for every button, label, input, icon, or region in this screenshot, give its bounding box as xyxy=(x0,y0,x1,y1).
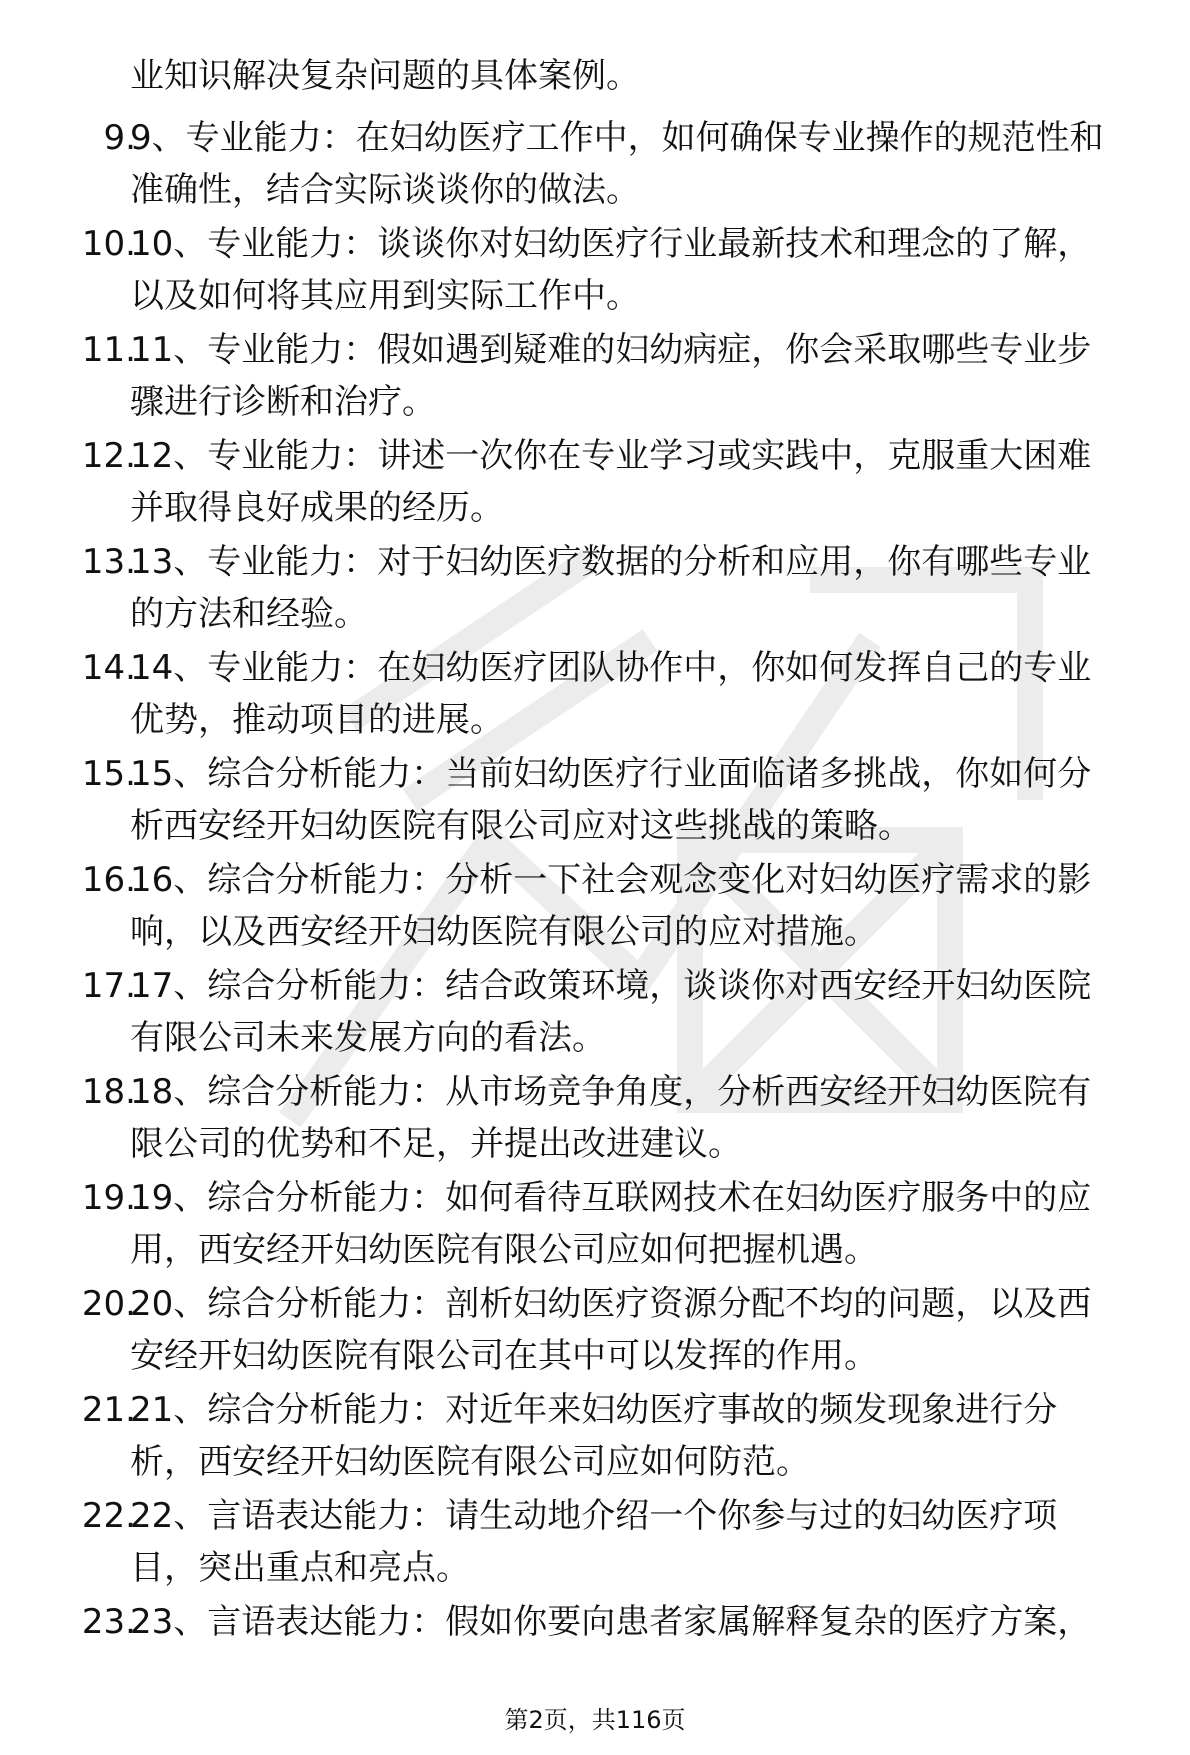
question-text-line: 16、综合分析能力：分析一下社会观念变化对妇幼医疗需求的影 xyxy=(130,860,1092,900)
question-number: 19. xyxy=(81,1178,136,1218)
question-text-line: 析，西安经开妇幼医院有限公司应如何防范。 xyxy=(130,1442,810,1482)
question-number: 14. xyxy=(81,648,136,688)
question-item xyxy=(0,1172,1190,1278)
page-footer: 第2页，共116页 xyxy=(504,1706,686,1734)
question-number: 20. xyxy=(81,1284,136,1324)
question-text xyxy=(130,1384,1170,1488)
question-item xyxy=(0,324,1190,430)
question-item xyxy=(0,642,1190,748)
question-number: 16. xyxy=(81,860,136,900)
question-item xyxy=(0,1596,1190,1702)
question-number: 12. xyxy=(81,436,136,476)
question-text xyxy=(130,748,1170,852)
question-text-line: 18、综合分析能力：从市场竞争角度，分析西安经开妇幼医院有 xyxy=(130,1072,1092,1112)
question-text-line: 析西安经开妇幼医院有限公司应对这些挑战的策略。 xyxy=(130,806,912,846)
question-text-line: 安经开妇幼医院有限公司在其中可以发挥的作用。 xyxy=(130,1336,878,1376)
question-text-line: 15、综合分析能力：当前妇幼医疗行业面临诸多挑战，你如何分 xyxy=(130,754,1092,794)
question-text xyxy=(130,1596,1170,1648)
question-text-line: 22、言语表达能力：请生动地介绍一个你参与过的妇幼医疗项 xyxy=(130,1496,1058,1536)
question-text-line: 目，突出重点和亮点。 xyxy=(130,1548,470,1588)
question-text-line: 的方法和经验。 xyxy=(130,594,368,634)
continued-text-line: 业知识解决复杂问题的具体案例。 xyxy=(130,56,640,96)
question-text-line: 19、综合分析能力：如何看待互联网技术在妇幼医疗服务中的应 xyxy=(130,1178,1092,1218)
question-number: 18. xyxy=(81,1072,136,1112)
question-number: 21. xyxy=(81,1390,136,1430)
question-item xyxy=(0,748,1190,854)
question-text-line: 准确性，结合实际谈谈你的做法。 xyxy=(130,170,640,210)
question-text-line: 以及如何将其应用到实际工作中。 xyxy=(130,276,640,316)
question-text-line: 骤进行诊断和治疗。 xyxy=(130,382,436,422)
question-text-line: 23、言语表达能力：假如你要向患者家属解释复杂的医疗方案， xyxy=(130,1602,1092,1642)
question-text xyxy=(130,112,1170,216)
question-text-line: 用，西安经开妇幼医院有限公司应如何把握机遇。 xyxy=(130,1230,878,1270)
question-text-line: 21、综合分析能力：对近年来妇幼医疗事故的频发现象进行分 xyxy=(130,1390,1058,1430)
question-item xyxy=(0,536,1190,642)
question-text-line: 13、专业能力：对于妇幼医疗数据的分析和应用，你有哪些专业 xyxy=(130,542,1092,582)
question-number: 13. xyxy=(81,542,136,582)
question-text xyxy=(130,536,1170,640)
question-item xyxy=(0,218,1190,324)
question-number: 15. xyxy=(81,754,136,794)
question-item xyxy=(0,1278,1190,1384)
question-text xyxy=(130,642,1170,746)
question-text-line: 优势，推动项目的进展。 xyxy=(130,700,504,740)
question-item xyxy=(0,960,1190,1066)
question-text xyxy=(130,854,1170,958)
question-text xyxy=(130,430,1170,534)
question-item xyxy=(0,1066,1190,1172)
question-number: 23. xyxy=(81,1602,136,1642)
question-text-line: 11、专业能力：假如遇到疑难的妇幼病症，你会采取哪些专业步 xyxy=(130,330,1092,370)
question-number: 22. xyxy=(81,1496,136,1536)
question-text-line: 响，以及西安经开妇幼医院有限公司的应对措施。 xyxy=(130,912,878,952)
question-text xyxy=(130,1066,1170,1170)
question-number: 9. xyxy=(103,118,136,158)
question-item xyxy=(0,112,1190,218)
question-text-line: 12、专业能力：讲述一次你在专业学习或实践中，克服重大困难 xyxy=(130,436,1092,476)
question-list xyxy=(0,112,1190,1702)
question-text xyxy=(130,1278,1170,1382)
question-text xyxy=(130,960,1170,1064)
question-text xyxy=(130,218,1170,322)
question-item xyxy=(0,430,1190,536)
question-text-line: 20、综合分析能力：剖析妇幼医疗资源分配不均的问题，以及西 xyxy=(130,1284,1092,1324)
question-number: 10. xyxy=(81,224,136,264)
question-number: 17. xyxy=(81,966,136,1006)
question-text xyxy=(130,1172,1170,1276)
question-text-line: 14、专业能力：在妇幼医疗团队协作中，你如何发挥自己的专业 xyxy=(130,648,1092,688)
question-text-line: 并取得良好成果的经历。 xyxy=(130,488,504,528)
question-text-line: 9、专业能力：在妇幼医疗工作中，如何确保专业操作的规范性和 xyxy=(130,118,1104,158)
question-item xyxy=(0,854,1190,960)
question-text-line: 限公司的优势和不足，并提出改进建议。 xyxy=(130,1124,742,1164)
question-text xyxy=(130,324,1170,428)
question-text-line: 有限公司未来发展方向的看法。 xyxy=(130,1018,606,1058)
question-item xyxy=(0,1384,1190,1490)
question-item xyxy=(0,1490,1190,1596)
question-text-line: 10、专业能力：谈谈你对妇幼医疗行业最新技术和理念的了解， xyxy=(130,224,1092,264)
question-number: 11. xyxy=(81,330,136,370)
question-text-line: 17、综合分析能力：结合政策环境，谈谈你对西安经开妇幼医院 xyxy=(130,966,1092,1006)
question-text xyxy=(130,1490,1170,1594)
